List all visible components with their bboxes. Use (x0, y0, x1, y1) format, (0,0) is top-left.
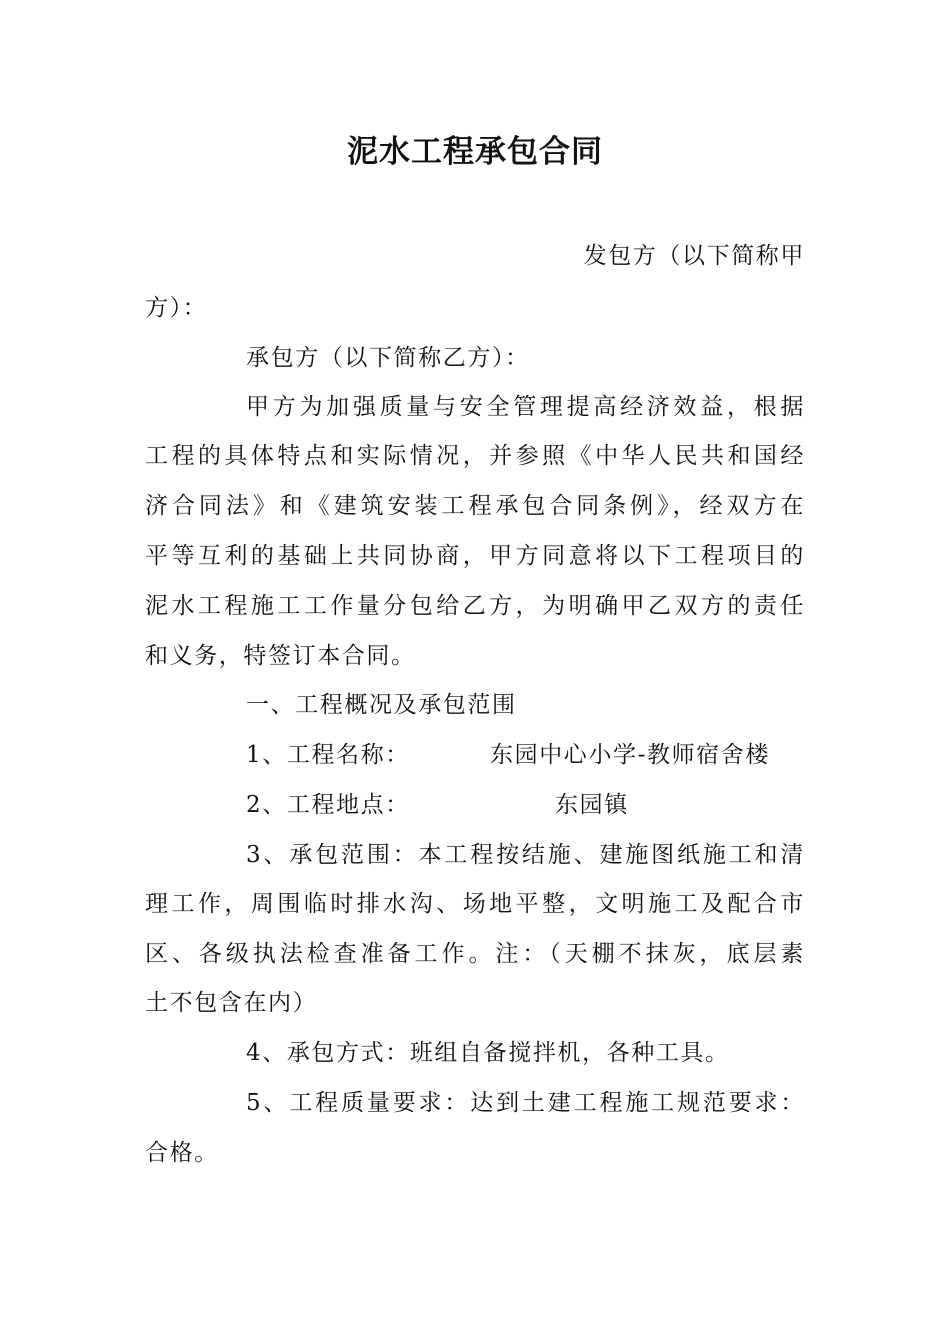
project-location-value: 东园镇 (555, 792, 629, 818)
project-name-value: 东园中心小学-教师宿舍楼 (490, 742, 770, 768)
quality-requirement-line-2: 合格。 (145, 1140, 219, 1166)
party-b-line: 承包方（以下简称乙方）： (246, 345, 530, 371)
section-heading: 一、工程概况及承包范围 (246, 692, 517, 718)
party-a-line-1: 发包方（以下简称甲 (583, 243, 805, 269)
intro-paragraph-line-1: 甲方为加强质量与安全管理提高经济效益，根据 (246, 394, 805, 420)
quality-requirement-line-1: 5、工程质量要求：达到土建工程施工规范要求： (246, 1090, 805, 1116)
intro-paragraph-line-2: 工程的具体特点和实际情况，并参照《中华人民共和国经 (145, 443, 805, 469)
project-location-label: 2、工程地点： (246, 792, 410, 818)
scope-line-2: 理工作，周围临时排水沟、场地平整，文明施工及配合市 (145, 891, 805, 917)
project-name-label: 1、工程名称： (246, 742, 410, 768)
scope-line-3: 区、各级执法检查准备工作。注：（天棚不抹灰，底层素 (145, 941, 805, 967)
document-title: 泥水工程承包合同 (347, 134, 603, 170)
scope-line-4: 土不包含在内） (145, 990, 318, 1016)
scope-line-1: 3、承包范围：本工程按结施、建施图纸施工和清 (246, 842, 805, 868)
party-a-line-2: 方）： (145, 295, 208, 321)
intro-paragraph-line-5: 泥水工程施工工作量分包给乙方，为明确甲乙双方的责任 (145, 593, 805, 619)
intro-paragraph-line-4: 平等互利的基础上共同协商，甲方同意将以下工程项目的 (145, 543, 805, 569)
intro-paragraph-line-6: 和义务，特签订本合同。 (145, 643, 416, 669)
contract-method-line: 4、承包方式：班组自备搅拌机，各种工具。 (246, 1040, 730, 1066)
intro-paragraph-line-3: 济合同法》和《建筑安装工程承包合同条例》，经双方在 (145, 493, 805, 519)
